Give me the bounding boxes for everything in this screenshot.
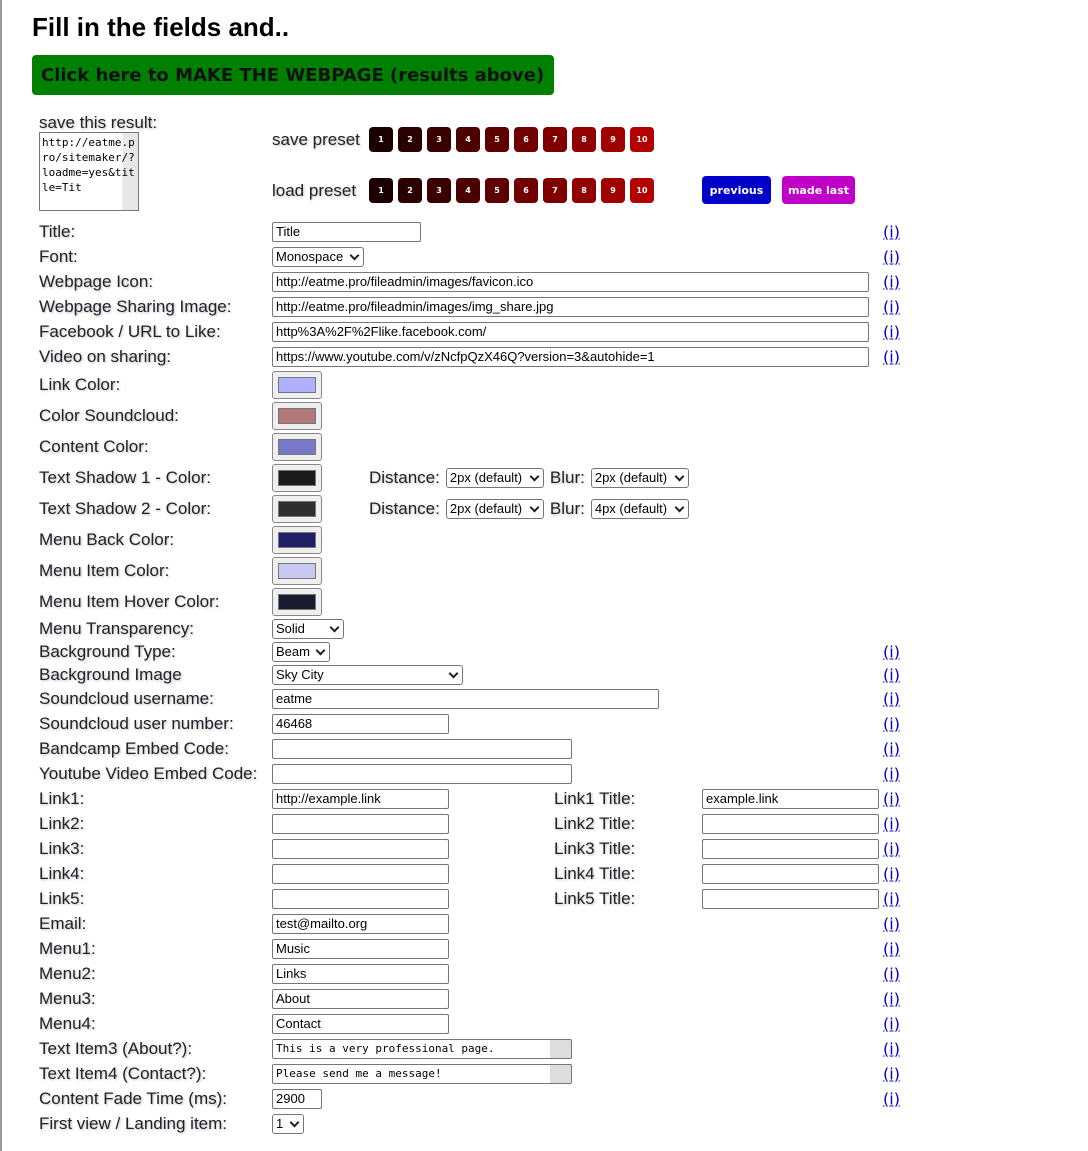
link-title-label: Link3 Title: [554, 838, 636, 858]
load-preset-buttons [369, 178, 659, 203]
field-label: Youtube Video Embed Code: [39, 763, 258, 783]
menu4-input[interactable]: Contact [272, 1014, 449, 1034]
info-link[interactable]: (i) [883, 272, 900, 291]
field-label: Link4: [39, 863, 85, 883]
field-label: Link3: [39, 838, 85, 858]
youtube-video-embed-code-input[interactable] [272, 764, 572, 784]
menu2-input[interactable]: Links [272, 964, 449, 984]
content-fade-time-ms-input[interactable]: 2900 [272, 1089, 322, 1109]
field-row-content-fade-time-ms [2, 1086, 1088, 1111]
field-label: Webpage Sharing Image: [39, 296, 232, 316]
link-title-input[interactable] [702, 814, 879, 834]
load-preset-7-button[interactable]: 7 [543, 178, 567, 203]
menu-item-color-color-picker[interactable] [272, 557, 322, 585]
field-label: Facebook / URL to Like: [39, 321, 221, 341]
blur-label: Blur: [549, 498, 585, 518]
info-link[interactable]: (i) [883, 347, 900, 366]
field-row-soundcloud-user-number [2, 711, 1088, 736]
save-preset-8-button[interactable]: 8 [572, 127, 596, 152]
field-row-webpage-sharing-image [2, 294, 1088, 319]
settings-form [2, 219, 1088, 1136]
info-link[interactable]: (i) [883, 714, 900, 733]
link-title-input[interactable] [702, 864, 879, 884]
field-row-menu2 [2, 961, 1088, 986]
soundcloud-user-number-input[interactable]: 46468 [272, 714, 449, 734]
background-type-select[interactable]: Beam [272, 642, 330, 662]
save-result-textarea[interactable]: http://eatme.pro/sitemaker/?loadme=yes&title=Tit [39, 132, 139, 211]
field-label: Color Soundcloud: [39, 405, 179, 425]
blur-select[interactable]: 2px (default) [591, 468, 689, 488]
page-title: Fill in the fields and.. [32, 12, 290, 42]
blur-label: Blur: [549, 467, 585, 487]
link-title-input[interactable] [702, 889, 879, 909]
field-row-content-color [2, 431, 1088, 462]
video-on-sharing-input[interactable]: https://www.youtube.com/v/zNcfpQzX46Q?version=3&autohide=1 [272, 347, 869, 367]
distance-label: Distance: [369, 498, 440, 518]
load-preset-4-button[interactable]: 4 [456, 178, 480, 203]
title-input[interactable]: Title [272, 222, 421, 242]
link-title-label: Link4 Title: [554, 863, 636, 883]
info-link[interactable]: (i) [883, 322, 900, 341]
field-label: Menu Back Color: [39, 529, 175, 549]
field-label: Text Shadow 2 - Color: [39, 498, 211, 518]
field-label: Video on sharing: [39, 346, 172, 366]
field-label: Link5: [39, 888, 85, 908]
field-label: Background Image [39, 664, 182, 684]
field-label: Link Color: [39, 374, 121, 394]
menu-back-color-color-picker[interactable] [272, 526, 322, 554]
info-link[interactable]: (i) [883, 739, 900, 758]
info-link[interactable]: (i) [883, 814, 900, 833]
distance-select[interactable]: 2px (default) [446, 499, 544, 519]
content-color-color-picker[interactable] [272, 433, 322, 461]
field-row-text-shadow-2-color [2, 493, 1088, 524]
load-preset-row [272, 178, 659, 203]
field-row-video-on-sharing [2, 344, 1088, 369]
field-label: Menu Item Hover Color: [39, 591, 220, 611]
save-preset-label: save preset [272, 129, 360, 149]
menu3-input[interactable]: About [272, 989, 449, 1009]
field-row-link4 [2, 861, 1088, 886]
field-row-text-shadow-1-color [2, 462, 1088, 493]
save-preset-9-button[interactable]: 9 [601, 127, 625, 152]
info-link[interactable]: (i) [883, 839, 900, 858]
field-row-menu1 [2, 936, 1088, 961]
field-label: Text Item4 (Contact?): [39, 1063, 207, 1083]
field-row-font [2, 244, 1088, 269]
email-input[interactable]: test@mailto.org [272, 914, 449, 934]
field-row-facebook-url-to-like [2, 319, 1088, 344]
link-title-input[interactable] [702, 839, 879, 859]
make-webpage-button[interactable]: Click here to MAKE THE WEBPAGE (results above) [32, 55, 554, 95]
menu-item-hover-color-color-picker[interactable] [272, 588, 322, 616]
link2-input[interactable] [272, 814, 449, 834]
field-row-youtube-video-embed-code [2, 761, 1088, 786]
info-link[interactable]: (i) [883, 914, 900, 933]
field-row-menu-back-color [2, 524, 1088, 555]
field-row-link-color [2, 369, 1088, 400]
facebook-url-to-like-input[interactable]: http%3A%2F%2Flike.facebook.com/ [272, 322, 869, 342]
field-label: Webpage Icon: [39, 271, 154, 291]
first-view-landing-item-select[interactable]: 1 [272, 1114, 304, 1134]
text-shadow-1-color-color-picker[interactable] [272, 464, 322, 492]
load-preset-5-button[interactable]: 5 [485, 178, 509, 203]
load-preset-9-button[interactable]: 9 [601, 178, 625, 203]
field-row-soundcloud-username [2, 686, 1088, 711]
field-label: Menu4: [39, 1013, 96, 1033]
text-item4-contact-textarea[interactable]: Please send me a message! [272, 1064, 572, 1084]
field-label: Soundcloud username: [39, 688, 214, 708]
load-preset-1-button[interactable]: 1 [369, 178, 393, 203]
link-title-label: Link2 Title: [554, 813, 636, 833]
save-preset-row [272, 127, 659, 152]
link5-input[interactable] [272, 889, 449, 909]
webpage-icon-input[interactable]: http://eatme.pro/fileadmin/images/favicon.ico [272, 272, 869, 292]
font-select[interactable]: Monospace [272, 247, 364, 267]
menu-item-hover-color-color-swatch [278, 594, 316, 610]
field-label: Menu Transparency: [39, 618, 194, 638]
info-link[interactable]: (i) [883, 689, 900, 708]
field-label: Content Color: [39, 436, 149, 456]
save-result-label: save this result: [39, 113, 158, 132]
previous-button[interactable]: previous [702, 176, 771, 204]
color-soundcloud-color-picker[interactable] [272, 402, 322, 430]
save-preset-2-button[interactable]: 2 [398, 127, 422, 152]
info-link[interactable]: (i) [883, 665, 900, 684]
info-link[interactable]: (i) [883, 939, 900, 958]
shadow-options [369, 499, 689, 519]
color-soundcloud-color-swatch [278, 408, 316, 424]
text-shadow-2-color-color-picker[interactable] [272, 495, 322, 523]
link-title-label: Link5 Title: [554, 888, 636, 908]
save-preset-6-button[interactable]: 6 [514, 127, 538, 152]
link-color-color-swatch [278, 377, 316, 393]
info-link[interactable]: (i) [883, 642, 900, 661]
background-image-select[interactable]: Sky City [272, 665, 463, 685]
field-label: Background Type: [39, 641, 176, 661]
load-preset-8-button[interactable]: 8 [572, 178, 596, 203]
info-link[interactable]: (i) [883, 1039, 900, 1058]
save-preset-10-button[interactable]: 10 [630, 127, 654, 152]
text-item3-about-textarea[interactable]: This is a very professional page. [272, 1039, 572, 1059]
text-shadow-2-color-color-swatch [278, 501, 316, 517]
field-label: Title: [39, 221, 76, 241]
field-label: Link2: [39, 813, 85, 833]
save-preset-7-button[interactable]: 7 [543, 127, 567, 152]
field-row-title [2, 219, 1088, 244]
save-preset-3-button[interactable]: 3 [427, 127, 451, 152]
field-row-webpage-icon [2, 269, 1088, 294]
field-row-bandcamp-embed-code [2, 736, 1088, 761]
info-link[interactable]: (i) [883, 1064, 900, 1083]
field-row-menu3 [2, 986, 1088, 1011]
text-shadow-1-color-color-swatch [278, 470, 316, 486]
menu-back-color-color-swatch [278, 532, 316, 548]
field-row-menu4 [2, 1011, 1088, 1036]
save-preset-4-button[interactable]: 4 [456, 127, 480, 152]
info-link[interactable]: (i) [883, 1014, 900, 1033]
content-color-color-swatch [278, 439, 316, 455]
distance-select[interactable]: 2px (default) [446, 468, 544, 488]
field-row-menu-transparency [2, 617, 1088, 640]
field-label: Text Item3 (About?): [39, 1038, 193, 1058]
link1-input[interactable]: http://example.link [272, 789, 449, 809]
menu-transparency-select[interactable]: Solid [272, 619, 344, 639]
info-link[interactable]: (i) [883, 989, 900, 1008]
field-row-background-image [2, 663, 1088, 686]
field-label: Menu3: [39, 988, 96, 1008]
info-link[interactable]: (i) [883, 764, 900, 783]
info-link[interactable]: (i) [883, 1089, 900, 1108]
field-label: Menu1: [39, 938, 96, 958]
field-row-link3 [2, 836, 1088, 861]
field-row-background-type [2, 640, 1088, 663]
load-preset-3-button[interactable]: 3 [427, 178, 451, 203]
info-link[interactable]: (i) [883, 864, 900, 883]
distance-label: Distance: [369, 467, 440, 487]
info-link[interactable]: (i) [883, 222, 900, 241]
load-preset-2-button[interactable]: 2 [398, 178, 422, 203]
save-preset-5-button[interactable]: 5 [485, 127, 509, 152]
field-row-menu-item-hover-color [2, 586, 1088, 617]
menu1-input[interactable]: Music [272, 939, 449, 959]
load-preset-10-button[interactable]: 10 [630, 178, 654, 203]
save-preset-buttons [369, 127, 659, 152]
made-last-button[interactable]: made last [782, 176, 855, 204]
field-label: Email: [39, 913, 87, 933]
field-row-color-soundcloud [2, 400, 1088, 431]
load-preset-6-button[interactable]: 6 [514, 178, 538, 203]
info-link[interactable]: (i) [883, 297, 900, 316]
webpage-sharing-image-input[interactable]: http://eatme.pro/fileadmin/images/img_share.jpg [272, 297, 869, 317]
load-preset-label: load preset [272, 180, 357, 200]
field-label: Menu2: [39, 963, 96, 983]
link-color-color-picker[interactable] [272, 371, 322, 399]
info-link[interactable]: (i) [883, 889, 900, 908]
blur-select[interactable]: 4px (default) [591, 499, 689, 519]
field-row-text-item4-contact [2, 1061, 1088, 1086]
field-row-link1 [2, 786, 1088, 811]
link3-input[interactable] [272, 839, 449, 859]
info-link[interactable]: (i) [883, 964, 900, 983]
field-label: Content Fade Time (ms): [39, 1088, 228, 1108]
link-title-input[interactable]: example.link [702, 789, 879, 809]
field-label: Soundcloud user number: [39, 713, 234, 733]
field-row-text-item3-about [2, 1036, 1088, 1061]
info-link[interactable]: (i) [883, 247, 900, 266]
field-label: Text Shadow 1 - Color: [39, 467, 211, 487]
menu-item-color-color-swatch [278, 563, 316, 579]
link4-input[interactable] [272, 864, 449, 884]
field-row-link5 [2, 886, 1088, 911]
field-row-link2 [2, 811, 1088, 836]
field-label: Bandcamp Embed Code: [39, 738, 229, 758]
field-row-email [2, 911, 1088, 936]
save-preset-1-button[interactable]: 1 [369, 127, 393, 152]
field-row-first-view-landing-item [2, 1111, 1088, 1136]
link-title-label: Link1 Title: [554, 788, 636, 808]
field-label: First view / Landing item: [39, 1113, 228, 1133]
soundcloud-username-input[interactable]: eatme [272, 689, 659, 709]
bandcamp-embed-code-input[interactable] [272, 739, 572, 759]
field-row-menu-item-color [2, 555, 1088, 586]
info-link[interactable]: (i) [883, 789, 900, 808]
field-label: Font: [39, 246, 78, 266]
field-label: Link1: [39, 788, 85, 808]
shadow-options [369, 468, 689, 488]
field-label: Menu Item Color: [39, 560, 170, 580]
